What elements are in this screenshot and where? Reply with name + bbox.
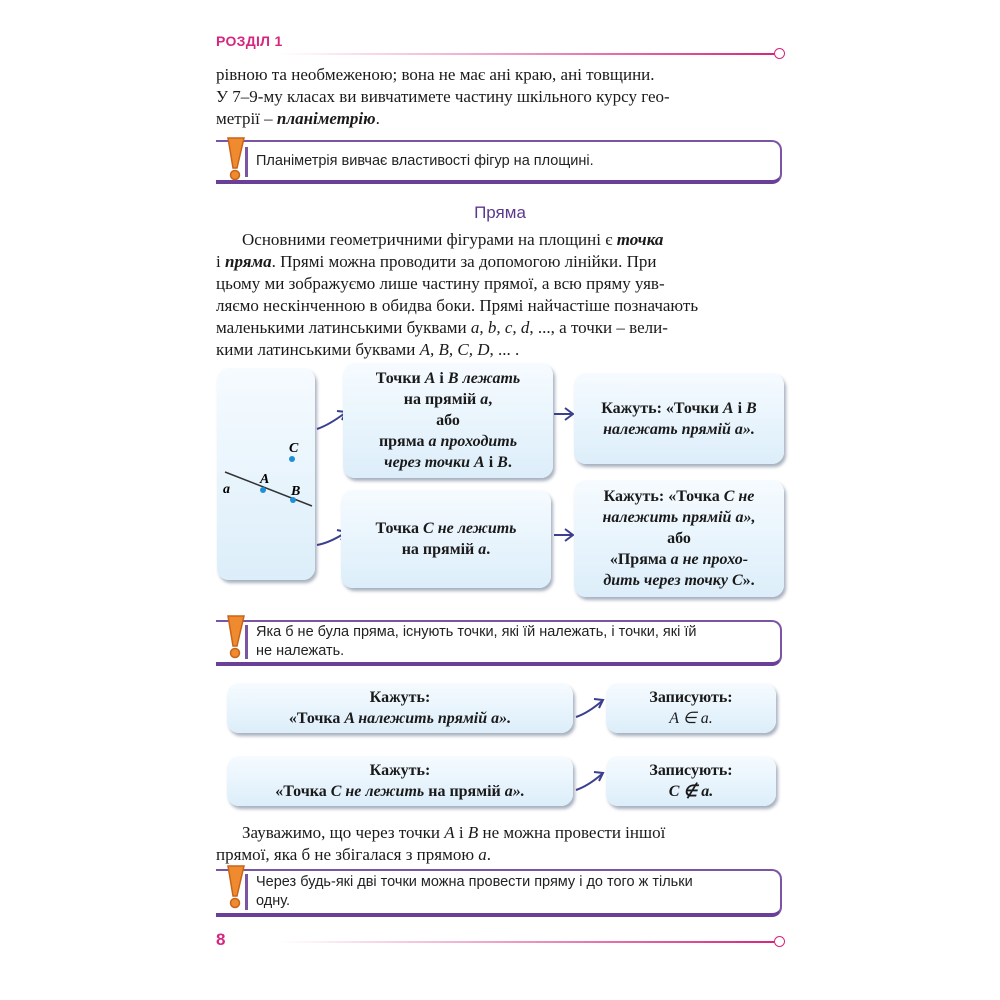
intro-line-3: метрії – планіметрію. [216, 109, 380, 128]
intro-line-2: У 7–9-му класах ви вивчатимете частину шкільного курсу гео- [216, 87, 670, 106]
say-point-c-not-on-line-box: Кажуть: «Точка C не лежить на прямій a». [227, 756, 573, 806]
section-heading: Пряма [474, 203, 526, 222]
main-line-6: кими латинськими буквами A, B, C, D, ... . [216, 340, 520, 359]
line-diagram [217, 368, 315, 580]
page-number: 8 [216, 930, 226, 949]
point-label-a: A [260, 472, 270, 487]
say-points-belong-box: Кажуть: «Точки A і B належать прямій a». [574, 373, 784, 464]
main-line-2: і пряма. Прямі можна проводити за допомогою лінійки. При [216, 252, 657, 271]
callout-two-points-text: Через будь-які дві точки можна провести пряму і до того ж тільки одну. [256, 874, 693, 909]
point-label-c: C [289, 441, 299, 456]
remark-line-2: прямої, яка б не збігалася з прямою a. [216, 845, 492, 864]
header-rule [280, 53, 774, 55]
line-diagram-box [217, 368, 315, 580]
point-not-on-line-box: Точка C не лежить на прямій a. [341, 490, 551, 588]
main-paragraph [216, 229, 782, 361]
main-line-5: маленькими латинськими буквами a, b, c, d, ..., а точки – вели- [216, 318, 668, 337]
point-a [260, 487, 266, 493]
say-point-a-belongs-box: Кажуть: «Точка A належить прямій a». [227, 683, 573, 733]
callout-divider [245, 625, 248, 659]
intro-line-1: рівною та необмеженою; вона не має ані краю, ані товщини. [216, 65, 655, 84]
write-a-in-a-box: Записують: A ∈ a. [606, 683, 776, 733]
term-line: пряма [224, 252, 272, 271]
intro-paragraph [216, 64, 782, 130]
arrow-icon [574, 766, 606, 794]
footer-rule-end [774, 936, 785, 947]
write-c-not-in-a-box: Записують: C ∉ a. [606, 756, 776, 806]
remark-paragraph [216, 822, 782, 866]
footer-rule [280, 941, 774, 943]
header-rule-end [774, 48, 785, 59]
section-label: РОЗДІЛ 1 [216, 33, 283, 49]
callout-line-points-text: Яка б не була пряма, існують точки, які їй належать, і точки, які їй не належать. [256, 624, 697, 659]
points-on-line-box: Точки A і B лежать на прямій a, або пряма a проходить через точки A і B. [343, 363, 553, 478]
callout-divider [245, 874, 248, 910]
callout-planimetry-text: Планіметрія вивчає властивості фігур на площині. [256, 153, 594, 169]
term-planimetry: планіметрію [276, 109, 376, 128]
main-line-1: Основними геометричними фігурами на площині є точка [242, 230, 664, 249]
main-line-4: ляємо нескінченною в обидва боки. Прямі найчастіше позначають [216, 296, 699, 315]
main-line-3: цьому ми зображуємо лише частину прямої, а всю пряму уяв- [216, 274, 665, 293]
point-label-b: B [291, 484, 301, 499]
term-point: точка [616, 230, 664, 249]
line-label-a: a [223, 482, 230, 497]
point-c [289, 456, 295, 462]
arrow-icon [574, 693, 606, 721]
arrow-icon [553, 526, 575, 544]
arrow-icon [553, 405, 575, 423]
callout-divider [245, 147, 248, 177]
say-point-not-belong-box: Кажуть: «Точка C не належить прямій a», або «Пряма a не прохо- дить через точку C». [574, 480, 784, 597]
remark-line-1: Зауважимо, що через точки A і B не можна провести іншої [242, 823, 666, 842]
